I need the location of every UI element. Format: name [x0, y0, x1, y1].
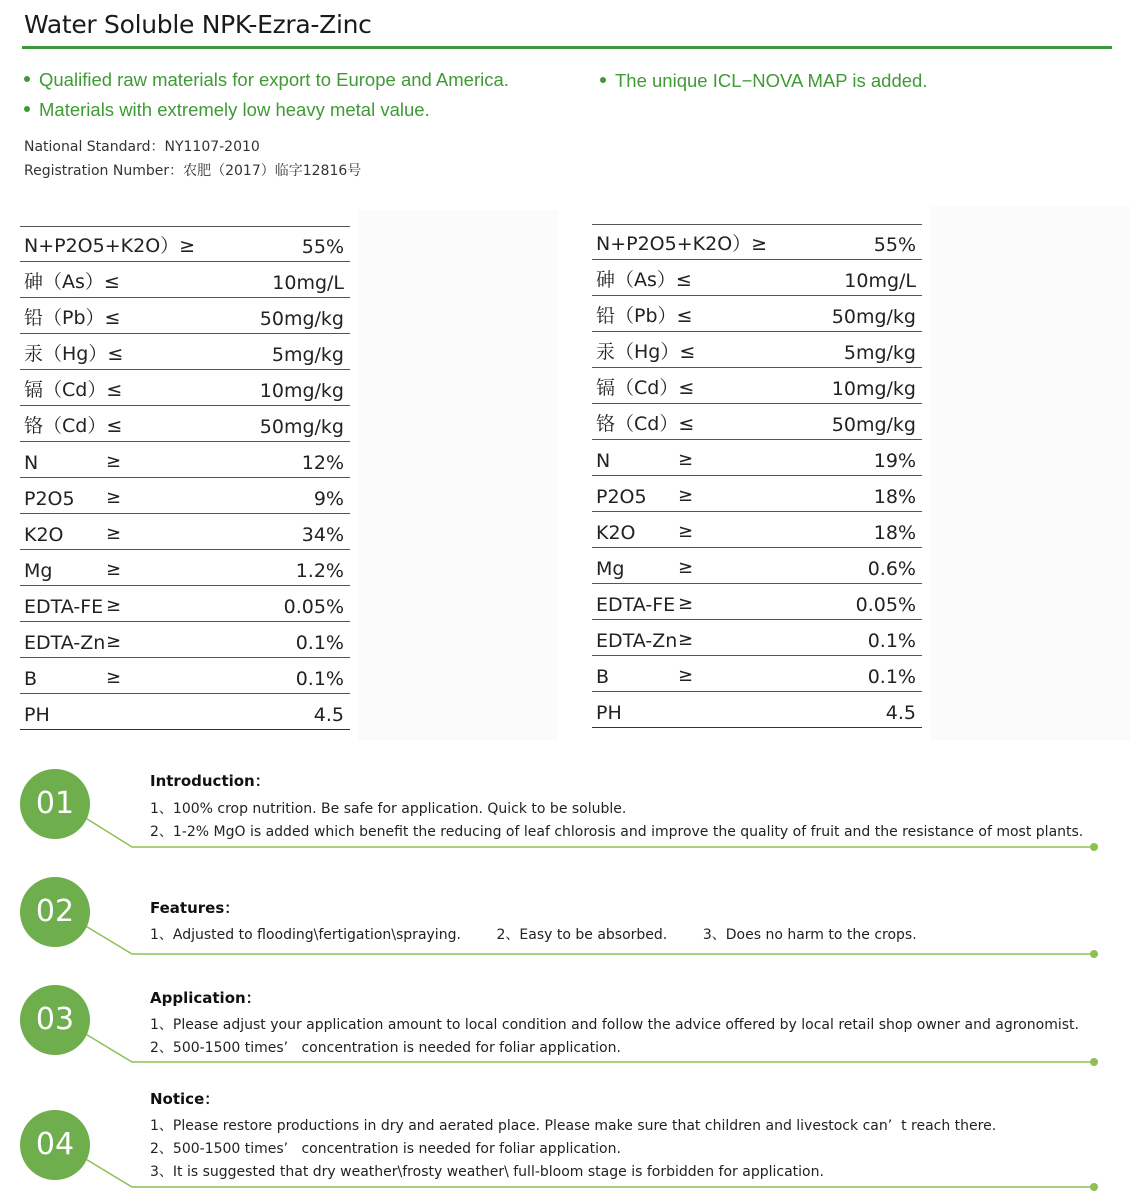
- spec-label: 汞（Hg）≤: [596, 341, 696, 363]
- spec-row: [592, 404, 922, 440]
- spec-label: B: [596, 666, 610, 688]
- spec-row: [20, 658, 350, 694]
- spec-row: [20, 622, 350, 658]
- section-text-line: 1、Please restore productions in dry and aerated place. Please make sure that children and livestock can’ t reach there.: [150, 1118, 997, 1134]
- spec-value: 18%: [873, 486, 916, 508]
- section-title: Features：: [150, 899, 240, 917]
- spec-value: 19%: [873, 450, 916, 472]
- spec-row: [592, 620, 922, 656]
- spec-value: 0.05%: [283, 596, 344, 618]
- spec-label: P2O5: [596, 486, 647, 508]
- spec-row: [592, 656, 922, 692]
- section-number-badge: 01: [20, 769, 90, 839]
- spec-label: K2O: [596, 522, 636, 544]
- title-divider: [22, 46, 1112, 49]
- spec-label: 镉（Cd）≤: [596, 377, 695, 399]
- spec-table-right: [592, 224, 922, 728]
- bullet-dot-icon: [24, 106, 30, 112]
- spec-value: 0.6%: [867, 558, 916, 580]
- spec-value: 10mg/kg: [259, 380, 344, 402]
- spec-value: 10mg/kg: [831, 378, 916, 400]
- spec-row: [592, 224, 922, 260]
- spec-operator: ≥: [678, 521, 694, 542]
- spec-operator: ≥: [106, 559, 122, 580]
- spec-value: 0.1%: [295, 668, 344, 690]
- spec-value: 10mg/L: [844, 270, 916, 292]
- section-end-dot-icon: [1090, 1058, 1098, 1066]
- section-title: Application：: [150, 989, 261, 1007]
- spec-label: N+P2O5+K2O）≥: [596, 233, 768, 255]
- spec-value: 9%: [313, 488, 344, 510]
- spec-value: 18%: [873, 522, 916, 544]
- spec-row: [20, 262, 350, 298]
- spec-label: 铅（Pb）≤: [24, 307, 121, 329]
- section-title: Notice：: [150, 1090, 220, 1108]
- spec-label: 铅（Pb）≤: [596, 305, 693, 327]
- spec-label: 砷（As）≤: [24, 271, 120, 293]
- spec-value: 50mg/kg: [831, 414, 916, 436]
- spec-label: N: [24, 452, 39, 474]
- spec-row: [592, 692, 922, 728]
- spec-label: PH: [596, 702, 622, 724]
- section-text-line: 1、Please adjust your application amount to local condition and follow the advice offered by local retail shop owner and agronomist.: [150, 1017, 1079, 1033]
- spec-operator: ≥: [678, 665, 694, 686]
- spec-label: 铬（Cd）≤: [596, 413, 695, 435]
- spec-operator: ≥: [106, 523, 122, 544]
- spec-value: 50mg/kg: [259, 416, 344, 438]
- spec-row: [20, 442, 350, 478]
- spec-value: 55%: [301, 236, 344, 258]
- spec-row: [592, 548, 922, 584]
- section-end-dot-icon: [1090, 843, 1098, 851]
- spec-operator: ≥: [106, 451, 122, 472]
- spec-label: Mg: [596, 558, 625, 580]
- spec-value: 34%: [301, 524, 344, 546]
- spec-label: N+P2O5+K2O）≥: [24, 235, 196, 257]
- spec-operator: ≥: [678, 449, 694, 470]
- spec-row: [20, 370, 350, 406]
- section-number-badge: 04: [20, 1110, 90, 1180]
- spec-label: EDTA-Zn: [24, 632, 106, 654]
- spec-value: 1.2%: [295, 560, 344, 582]
- spec-value: 55%: [873, 234, 916, 256]
- section-number-badge: 03: [20, 985, 90, 1055]
- bullet-export: [24, 69, 509, 91]
- spec-label: EDTA-FE: [24, 596, 104, 618]
- spec-value: 10mg/L: [272, 272, 344, 294]
- spec-value: 0.1%: [295, 632, 344, 654]
- spec-row: [592, 476, 922, 512]
- spec-row: [592, 296, 922, 332]
- section-text-line: 3、It is suggested that dry weather\frosty weather\ full-bloom stage is forbidden for application.: [150, 1164, 824, 1180]
- national-standard: National Standard：NY1107-2010: [24, 139, 260, 155]
- registration-number: Registration Number：农肥（2017）临字12816号: [24, 163, 362, 179]
- spec-operator: ≥: [106, 487, 122, 508]
- spec-label: N: [596, 450, 611, 472]
- section-text-line: 2、1-2% MgO is added which benefit the reducing of leaf chlorosis and improve the quality of fruit and the resistance of most plants.: [150, 824, 1084, 840]
- spec-row: [20, 586, 350, 622]
- spec-operator: ≥: [106, 631, 122, 652]
- spec-label: PH: [24, 704, 50, 726]
- section-text-line: 2、500-1500 times’ concentration is needed for foliar application.: [150, 1141, 621, 1157]
- bullet-dot-icon: [600, 77, 606, 83]
- spec-row: [20, 298, 350, 334]
- section-end-dot-icon: [1090, 1183, 1098, 1191]
- spec-operator: ≥: [678, 557, 694, 578]
- spec-label: 砷（As）≤: [596, 269, 692, 291]
- spec-value: 4.5: [885, 702, 916, 724]
- spec-table-left: [20, 226, 350, 730]
- spec-label: 铬（Cd）≤: [24, 415, 123, 437]
- spec-operator: ≥: [678, 629, 694, 650]
- bullet-text: Qualified raw materials for export to Europe and America.: [39, 69, 509, 90]
- spec-value: 0.1%: [867, 630, 916, 652]
- section-end-dot-icon: [1090, 950, 1098, 958]
- spec-label: B: [24, 668, 38, 690]
- spec-label: 镉（Cd）≤: [24, 379, 123, 401]
- bullet-text: Materials with extremely low heavy metal value.: [39, 99, 430, 120]
- section-text-line: 2、500-1500 times’ concentration is needed for foliar application.: [150, 1040, 621, 1056]
- spec-row: [20, 334, 350, 370]
- spec-label: EDTA-Zn: [596, 630, 678, 652]
- spec-operator: ≥: [678, 485, 694, 506]
- spec-operator: ≥: [106, 667, 122, 688]
- spec-value: 4.5: [313, 704, 344, 726]
- spec-value: 5mg/kg: [843, 342, 916, 364]
- bullet-text: The unique ICL−NOVA MAP is added.: [615, 70, 928, 91]
- spec-row: [20, 226, 350, 262]
- spec-row: [592, 440, 922, 476]
- product-image-right: [930, 205, 1130, 740]
- bullet-dot-icon: [24, 76, 30, 82]
- product-image-left: [358, 210, 558, 740]
- spec-label: K2O: [24, 524, 64, 546]
- spec-row: [20, 694, 350, 730]
- spec-operator: ≥: [678, 593, 694, 614]
- spec-row: [20, 550, 350, 586]
- spec-value: 50mg/kg: [259, 308, 344, 330]
- page-title: Water Soluble NPK-Ezra-Zinc: [24, 10, 372, 39]
- spec-value: 0.1%: [867, 666, 916, 688]
- spec-row: [592, 260, 922, 296]
- section-text-line: 1、Adjusted to flooding\fertigation\spraying. 2、Easy to be absorbed. 3、Does no harm to the crops.: [150, 927, 917, 943]
- section-text-line: 1、100% crop nutrition. Be safe for application. Quick to be soluble.: [150, 801, 627, 817]
- spec-label: Mg: [24, 560, 53, 582]
- spec-label: EDTA-FE: [596, 594, 676, 616]
- spec-row: [20, 514, 350, 550]
- spec-value: 50mg/kg: [831, 306, 916, 328]
- spec-value: 0.05%: [855, 594, 916, 616]
- spec-value: 12%: [301, 452, 344, 474]
- spec-row: [592, 332, 922, 368]
- section-title: Introduction：: [150, 772, 270, 790]
- spec-row: [592, 512, 922, 548]
- spec-row: [20, 478, 350, 514]
- bullet-icl-nova: [600, 70, 927, 92]
- spec-operator: ≥: [106, 595, 122, 616]
- spec-row: [592, 368, 922, 404]
- spec-label: P2O5: [24, 488, 75, 510]
- section-number-badge: 02: [20, 877, 90, 947]
- spec-label: 汞（Hg）≤: [24, 343, 124, 365]
- bullet-heavy-metal: [24, 99, 430, 121]
- spec-row: [592, 584, 922, 620]
- spec-row: [20, 406, 350, 442]
- spec-value: 5mg/kg: [271, 344, 344, 366]
